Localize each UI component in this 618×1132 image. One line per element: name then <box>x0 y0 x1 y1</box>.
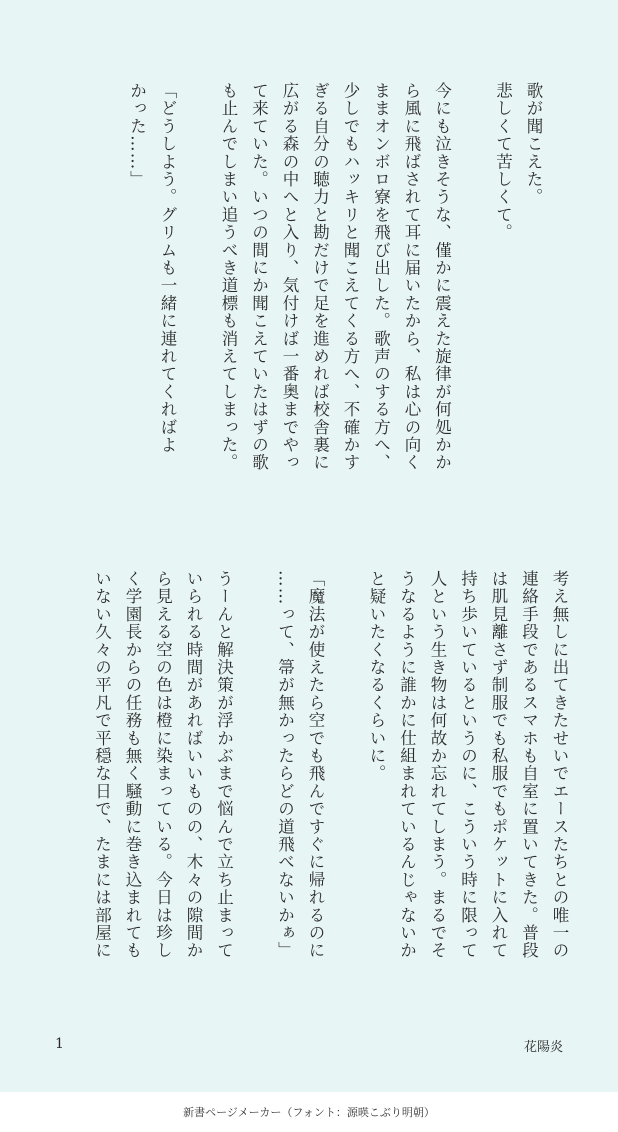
text-block-upper <box>121 82 548 522</box>
text-line: て来ていた。いつの間にか聞こえていたはずの歌 <box>249 82 269 472</box>
text-line: かった……」 <box>127 82 147 189</box>
text-line: 連絡手段であるスマホも自室に置いてきた。普段 <box>519 570 539 960</box>
text-line: ら風に飛ばされて耳に届いたから、私は心の向く <box>402 82 421 472</box>
text-line: と疑いたくなるくらいに。 <box>367 570 386 783</box>
blank-line <box>457 82 488 522</box>
text-line: く学園長からの任務も無く騒動に巻き込まれても <box>123 570 142 960</box>
text-line: 広がる森の中へと入り、気付けば一番奥までやっ <box>280 82 299 472</box>
blank-line <box>182 82 213 522</box>
credit-line: 新書ページメーカー（フォント：源暎こぶり明朝） <box>183 1106 435 1119</box>
text-line: ……って、箒が無かったらどの道飛べないかぁ」 <box>275 570 295 960</box>
text-line: も止んでしまい追うべき道標も消えてしまった。 <box>219 82 238 472</box>
page-number: 1 <box>55 1036 64 1052</box>
text-line: 歌が聞こえた。 <box>524 82 543 206</box>
text-line: 「魔法が使えたら空でも飛んですぐに帰れるのに <box>306 570 325 960</box>
text-line: いない久々の平凡で平穏な日で、たまには部屋に <box>92 570 112 960</box>
text-line: 少しでもハッキリと聞こえてくる方へ、不確かす <box>341 82 360 472</box>
author-name: 花陽炎 <box>523 1040 563 1055</box>
text-line: 「どうしよう。グリムも一緒に連れてくればよ <box>158 82 177 454</box>
text-line: ら見える空の色は橙に染まっている。今日は珍し <box>153 570 173 960</box>
text-line: うーんと解決策が浮かぶまで悩んで立ち止まって <box>214 570 234 960</box>
blank-line <box>330 570 361 980</box>
text-line: うなるように誰かに仕組まれているんじゃないか <box>397 570 417 960</box>
text-line: ままオンボロ寮を飛び出した。歌声のする方へ、 <box>371 82 391 472</box>
text-block-lower <box>86 570 574 980</box>
text-line: 持ち歩いているというのに、こういう時に限って <box>458 570 478 960</box>
text-line: いられる時間があればいいものの、木々の隙間か <box>184 570 203 960</box>
text-line: ぎる自分の聴力と勘だけで足を進めれば校舎裏に <box>310 82 330 472</box>
blank-line <box>239 570 270 980</box>
text-line: 考え無しに出てきたせいでエースたちとの唯一の <box>550 570 569 960</box>
text-line: 悲しくて苦しくて。 <box>493 82 513 242</box>
text-line: 今にも泣きそうな、僅かに震えた旋律が何処かか <box>432 82 452 472</box>
text-line: は肌見離さず制服でも私服でもポケットに入れて <box>489 570 508 960</box>
text-line: 人という生き物は何故か忘れてしまう。まるでそ <box>428 570 447 960</box>
